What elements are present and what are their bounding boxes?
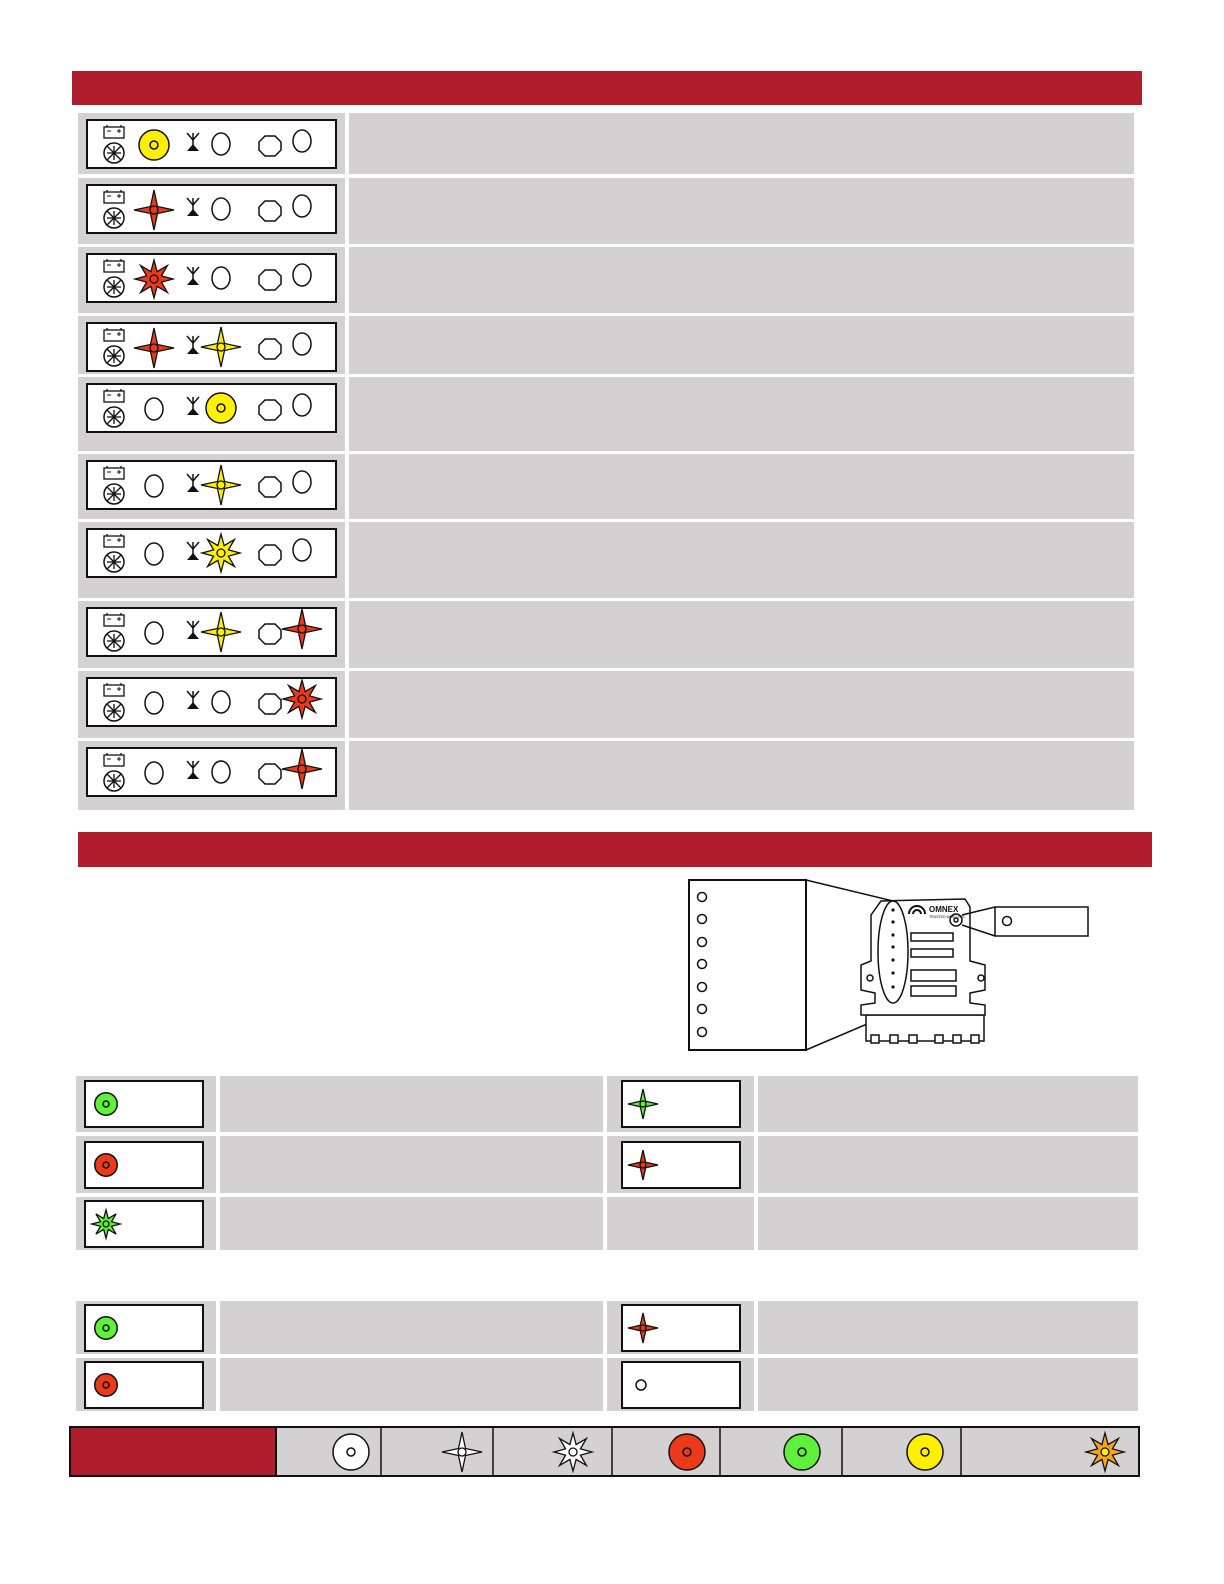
solid-yellow-key-icon (907, 1434, 943, 1470)
legend-led-box (621, 1141, 741, 1189)
legend-led-box (84, 1141, 204, 1189)
status-description-cell (349, 377, 1134, 451)
strobe-red-led-icon (135, 260, 173, 298)
section-header-status (72, 71, 1142, 105)
strobe-green-led-icon (92, 1209, 121, 1238)
legend-description-cell (220, 1358, 603, 1411)
legend-description-cell (220, 1301, 603, 1354)
fault-octagon-icon (259, 694, 281, 714)
status-description-cell (349, 247, 1134, 313)
off-led-icon (145, 622, 163, 644)
led-status-panel (86, 677, 338, 729)
strobe-yellow-led-icon (202, 534, 240, 572)
solid-red-led-icon (95, 1153, 118, 1176)
off-led-icon (212, 761, 230, 783)
off-led-icon (212, 198, 230, 220)
battery-icon (104, 389, 124, 402)
off-led-icon (293, 264, 311, 286)
off-led-icon (293, 539, 311, 561)
battery-icon (104, 125, 124, 138)
off-led-icon (145, 398, 163, 420)
status-description-cell (349, 522, 1134, 598)
fault-octagon-icon (259, 624, 281, 644)
status-description-cell (349, 601, 1134, 668)
status-description-cell (349, 741, 1134, 810)
off-led-icon (145, 543, 163, 565)
ignition-icon (104, 552, 124, 572)
key-bar-svg (69, 1426, 1141, 1478)
fault-octagon-icon (259, 400, 281, 420)
solid-red-key-icon (669, 1434, 705, 1470)
key-bar-label-block (70, 1427, 276, 1476)
solid-green-led-icon (95, 1316, 118, 1339)
ignition-icon (104, 277, 124, 297)
ignition-icon (104, 771, 124, 791)
section-header-legend (78, 832, 1152, 867)
off-led-icon (145, 692, 163, 714)
off-ring-key-icon (333, 1434, 369, 1470)
battery-icon (104, 259, 124, 272)
strobe-yellow-key-icon (1086, 1433, 1124, 1471)
legend-description-cell (220, 1136, 603, 1193)
legend-led-box (621, 1361, 741, 1409)
ignition-icon (104, 208, 124, 228)
fault-octagon-icon (259, 339, 281, 359)
solid-green-led-icon (95, 1093, 118, 1116)
fault-octagon-icon (259, 764, 281, 784)
battery-icon (104, 683, 124, 696)
ignition-icon (104, 143, 124, 163)
led-status-panel (86, 383, 338, 435)
strobe-red-led-icon (283, 680, 321, 718)
status-description-cell (349, 316, 1134, 374)
ecu-logo: OMNEX (929, 905, 959, 914)
off-led-icon (212, 267, 230, 289)
ignition-icon (104, 701, 124, 721)
status-description-cell (349, 671, 1134, 738)
battery-icon (104, 466, 124, 479)
off-led-icon (212, 691, 230, 713)
legend-led-box (84, 1361, 204, 1409)
legend-icon-cell (607, 1197, 754, 1250)
battery-icon (104, 613, 124, 626)
legend-description-cell (758, 1136, 1138, 1193)
led-status-panel (86, 184, 338, 236)
solid-yellow-led-icon (139, 130, 169, 160)
solid-yellow-led-icon (206, 393, 236, 423)
off-led-icon (293, 333, 311, 355)
legend-description-cell (220, 1197, 603, 1250)
led-status-panel (86, 253, 338, 305)
ignition-icon (104, 484, 124, 504)
legend-description-cell (758, 1197, 1138, 1250)
off-led-icon (145, 762, 163, 784)
solid-red-led-icon (95, 1373, 118, 1396)
legend-led-box (84, 1200, 204, 1248)
led-status-panel (86, 460, 338, 512)
ecu-diagram (685, 875, 1095, 1055)
off-led-icon (145, 475, 163, 497)
ecu-logo-subtext: TRUSTED WIRELESS (929, 915, 965, 919)
led-status-panel (86, 322, 338, 374)
ignition-icon (104, 631, 124, 651)
legend-description-cell (220, 1076, 603, 1132)
fault-octagon-icon (259, 270, 281, 290)
legend-led-box (621, 1080, 741, 1128)
off-led-icon (212, 133, 230, 155)
fault-octagon-icon (259, 545, 281, 565)
led-status-panel (86, 747, 338, 799)
led-status-panel (86, 607, 338, 659)
battery-icon (104, 328, 124, 341)
off-led-icon (293, 394, 311, 416)
legend-description-cell (758, 1358, 1138, 1411)
fault-octagon-icon (259, 201, 281, 221)
solid-green-key-icon (784, 1434, 820, 1470)
legend-led-box (621, 1304, 741, 1352)
off-led-icon (636, 1380, 646, 1390)
ecu-body (861, 899, 985, 1043)
battery-icon (104, 753, 124, 766)
legend-led-box (84, 1304, 204, 1352)
battery-icon (104, 190, 124, 203)
ignition-icon (104, 407, 124, 427)
status-description-cell (349, 178, 1134, 244)
legend-description-cell (758, 1076, 1138, 1132)
off-led-icon (293, 130, 311, 152)
ignition-icon (104, 346, 124, 366)
off-led-icon (293, 471, 311, 493)
fault-octagon-icon (259, 136, 281, 156)
legend-led-box (84, 1080, 204, 1128)
legend-description-cell (758, 1301, 1138, 1354)
fault-octagon-icon (259, 477, 281, 497)
status-description-cell (349, 113, 1134, 174)
led-status-panel (86, 119, 338, 171)
strobe-off-key-icon (554, 1433, 592, 1471)
led-status-panel (86, 528, 338, 580)
status-description-cell (349, 454, 1134, 519)
off-led-icon (293, 195, 311, 217)
battery-icon (104, 534, 124, 547)
